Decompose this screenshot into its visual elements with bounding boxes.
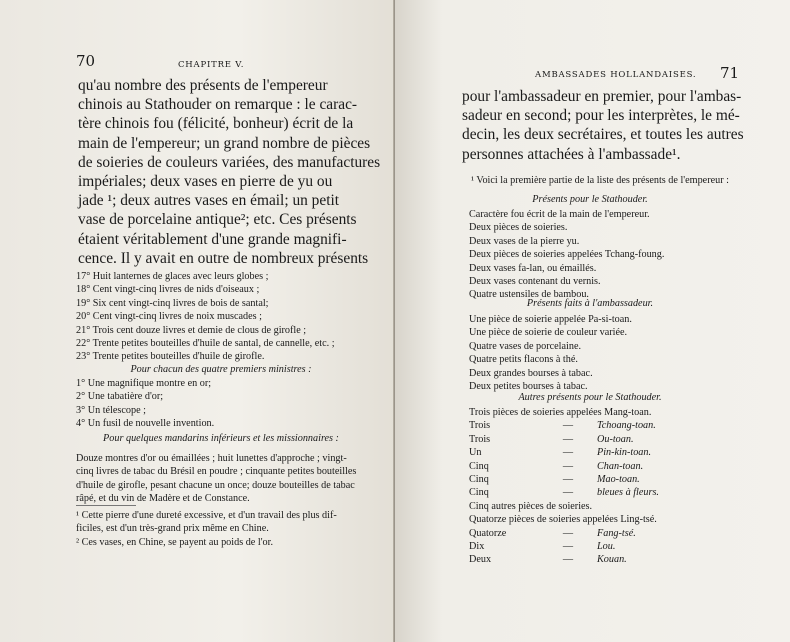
list-item: Deux pièces de soieries. — [469, 222, 568, 234]
list-item: 22° Trente petites bouteilles d'huile de santal, de cannelle, etc. ; — [76, 338, 335, 350]
silk-name-cell: Pin-kin-toan. — [597, 447, 652, 459]
table-row — [469, 473, 769, 486]
silk-name-cell: bleues à fleurs. — [597, 487, 659, 499]
list-item: Quatre petits flacons à thé. — [469, 354, 578, 366]
text-line: jade ¹; deux autres vases en émail; un petit — [78, 192, 340, 210]
silk-name-cell: Mao-toan. — [597, 474, 640, 486]
text-line: impériales; deux vases en pierre de yu ou — [78, 173, 333, 191]
text-line: cence. Il y avait en outre de nombreux présents — [78, 249, 369, 267]
ministers-list — [76, 377, 366, 431]
quantity-cell: Dix — [469, 541, 485, 553]
silk-name-cell: Lou. — [597, 541, 616, 553]
list-item: 3° Un télescope ; — [76, 404, 146, 416]
autres-heading: Autres présents pour le Stathouder. — [518, 392, 662, 403]
text-line: d'huile de girofle, pesant chacune un once; douze bouteilles de tabac — [76, 479, 355, 491]
ambassadeur-list — [469, 313, 759, 393]
page-number: 71 — [720, 64, 740, 82]
footnote-line: ² Ces vases, en Chine, se payent au poids de l'or. — [76, 536, 273, 548]
table-row — [469, 527, 769, 540]
autres-list — [469, 406, 769, 567]
list-item: Quatre vases de porcelaine. — [469, 340, 582, 352]
silk-name-cell: Fang-tsé. — [597, 527, 636, 539]
silk-name-cell: Chan-toan. — [597, 460, 644, 472]
list-item: 19° Six cent vingt-cinq livres de bois de santal; — [76, 297, 269, 309]
running-head: CHAPITRE V. — [178, 60, 245, 70]
table-row — [469, 486, 769, 499]
list-item: 2° Une tabatière d'or; — [76, 391, 164, 403]
list-item: Une pièce de soierie appelée Pa-si-toan. — [469, 314, 632, 325]
text-line: main de l'empereur; un grand nombre de pièces — [78, 134, 371, 152]
footnote-intro: ¹ Voici la première partie de la liste des présents de l'empereur : — [471, 175, 729, 186]
list-item: Deux grandes bourses à tabac. — [469, 367, 593, 379]
list-item: Quatorze pièces de soieries appelées Ling-tsé. — [469, 514, 657, 526]
silk-name-cell: Tchoang-toan. — [597, 420, 656, 432]
ditto-dash: — — [562, 433, 574, 445]
text-line: de soieries de couleurs variées, des manufactures — [78, 153, 381, 171]
mandarins-heading: Pour quelques mandarins inférieurs et les missionnaires : — [103, 433, 339, 444]
text-line: pour l'ambassadeur en premier, pour l'ambas- — [462, 88, 742, 105]
text-line: Douze montres d'or ou émaillées ; huit lunettes d'approche ; vingt- — [76, 453, 347, 464]
ditto-dash: — — [562, 420, 574, 432]
mandarins-text — [76, 452, 368, 506]
footnote-rule — [76, 505, 136, 506]
quantity-cell: Cinq — [469, 487, 489, 499]
quantity-cell: Cinq — [469, 474, 489, 486]
ambassadeur-heading: Présents faits à l'ambassadeur. — [526, 298, 654, 309]
footnote-line: ¹ Cette pierre d'une dureté excessive, et d'un travail des plus dif- — [76, 510, 337, 521]
text-line: tère chinois fou (félicité, bonheur) écrit de la — [78, 115, 354, 133]
table-row — [469, 540, 769, 553]
gift-list — [76, 270, 366, 364]
list-item: Deux vases fa-lan, ou émaillés. — [469, 262, 597, 274]
text-line: qu'au nombre des présents de l'empereur — [78, 77, 328, 94]
text-line: vase de porcelaine antique²; etc. Ces présents — [78, 211, 357, 229]
quantity-cell: Deux — [469, 554, 492, 566]
quantity-cell: Trois — [469, 433, 491, 445]
main-text — [78, 76, 381, 268]
ditto-dash: — — [562, 474, 574, 486]
list-item: 17° Huit lanternes de glaces avec leurs globes ; — [76, 271, 269, 282]
text-line: étaient véritablement d'une grande magnifi- — [78, 230, 347, 248]
list-item: 18° Cent vingt-cinq livres de nids d'oiseaux ; — [76, 284, 260, 296]
ditto-dash: — — [562, 527, 574, 539]
list-item: 4° Un fusil de nouvelle invention. — [76, 418, 215, 430]
footnote-line: ficiles, est d'un très-grand prix même en Chine. — [76, 523, 269, 535]
table-row — [469, 433, 769, 446]
list-item: Une pièce de soierie de couleur variée. — [469, 327, 628, 339]
text-line: personnes attachées à l'ambassade¹. — [462, 145, 681, 163]
right-page — [395, 0, 790, 642]
ditto-dash: — — [562, 554, 574, 566]
stathouder-list — [469, 208, 759, 302]
list-item: 23° Trente petites bouteilles d'huile de girofle. — [76, 351, 265, 363]
list-item: Cinq autres pièces de soieries. — [469, 500, 593, 512]
table-row — [469, 419, 769, 432]
text-line: chinois au Stathouder on remarque : le carac- — [78, 96, 358, 114]
list-item: 21° Trois cent douze livres et demie de clous de girofle ; — [76, 324, 307, 336]
ditto-dash: — — [562, 460, 574, 472]
ditto-dash: — — [562, 541, 574, 553]
quantity-cell: Quatorze — [469, 527, 507, 539]
quantity-cell: Cinq — [469, 460, 489, 472]
list-item: Trois pièces de soieries appelées Mang-toan. — [469, 407, 652, 418]
page-number: 70 — [76, 52, 96, 70]
text-line: râpé, et du vin de Madère et de Constance. — [76, 493, 250, 505]
text-line: sadeur en second; pour les interprètes, le mé- — [462, 107, 740, 125]
table-row — [469, 460, 769, 473]
footnotes — [76, 509, 368, 549]
table-row — [469, 446, 769, 459]
list-item: Caractère fou écrit de la main de l'empereur. — [469, 209, 650, 220]
quantity-cell: Trois — [469, 420, 491, 432]
quantity-cell: Un — [469, 447, 482, 459]
list-item: 1° Une magnifique montre en or; — [76, 378, 212, 389]
ditto-dash: — — [562, 487, 574, 499]
text-line: cinq livres de tabac du Brésil en poudre ; cinquante petites bouteilles — [76, 466, 357, 478]
silk-name-cell: Kouan. — [597, 554, 627, 566]
table-row — [469, 553, 769, 566]
stathouder-heading: Présents pour le Stathouder. — [532, 194, 648, 205]
running-head: AMBASSADES HOLLANDAISES. — [535, 70, 697, 80]
list-item: Deux vases contenant du vernis. — [469, 276, 601, 288]
list-item: Deux pièces de soieries appelées Tchang-foung. — [469, 249, 665, 261]
ministers-heading: Pour chacun des quatre premiers ministres : — [130, 364, 312, 375]
list-item: Deux vases de la pierre yu. — [469, 235, 580, 247]
list-item: Quatre ustensiles de bambou. — [469, 289, 589, 301]
text-line: decin, les deux secrétaires, et toutes les autres — [462, 126, 744, 144]
silk-name-cell: Ou-toan. — [597, 433, 634, 445]
list-item: Deux petites bourses à tabac. — [469, 381, 588, 393]
list-item: 20° Cent vingt-cinq livres de noix muscades ; — [76, 311, 263, 323]
main-text — [462, 87, 742, 164]
ditto-dash: — — [562, 447, 574, 459]
